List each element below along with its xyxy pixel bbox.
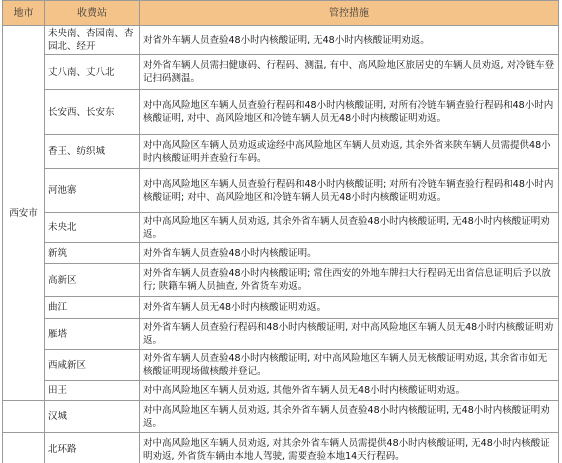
city-cell: 西安市 xyxy=(3,26,45,401)
table-row xyxy=(3,135,559,169)
station-cell: 北环路 xyxy=(45,433,140,463)
header-control-measures: 管控措施 xyxy=(140,1,559,26)
city-cell-empty xyxy=(3,401,45,433)
station-cell: 河池寨 xyxy=(45,169,140,213)
station-cell: 曲江 xyxy=(45,297,140,319)
header-toll-station: 收费站 xyxy=(45,1,140,26)
measure-cell: 对中高风险地区车辆人员查验行程码和48小时内核酸证明; 对所有冷链车辆查验行程码和48小时内核酸证明; 对中、高风险地区和冷链车辆人员无48小时内核酸证明劝返。 xyxy=(140,169,559,213)
station-cell: 西咸新区 xyxy=(45,350,140,381)
table-row xyxy=(3,169,559,213)
measure-cell: 对外省车辆人员无48小时内核酸证明劝返。 xyxy=(140,297,559,319)
measure-cell: 对中高风险地区车辆人员劝返, 对其余外省车辆人员需提供48小时内核酸证明, 无48小时内核酸证明劝返, 外省货车辆由本地人驾驶, 需要查验本地14天行程码。 xyxy=(140,433,559,463)
station-cell: 高新区 xyxy=(45,264,140,297)
station-cell: 未央南、杏园南、杏园北、经开 xyxy=(45,26,140,55)
station-cell: 新筑 xyxy=(45,243,140,264)
table-row xyxy=(3,319,559,350)
station-cell: 丈八南、丈八北 xyxy=(45,55,140,90)
measure-cell: 对中高风险地区车辆人员劝返, 其他外省车辆人员无48小时内核酸证明劝返。 xyxy=(140,381,559,401)
city-cell-empty xyxy=(3,433,45,463)
table-row xyxy=(3,213,559,243)
table-row xyxy=(3,243,559,264)
table-row xyxy=(3,264,559,297)
measure-cell: 对外省车辆人员需扫健康码、行程码、测温, 有中、高风险地区旅居史的车辆人员劝返, 对冷链车登记扫码测温。 xyxy=(140,55,559,90)
measure-cell: 对中高风险地区车辆人员劝返, 其余外省车辆人员查验48小时内核酸证明, 无48小时内核酸证明劝返。 xyxy=(140,213,559,243)
station-cell: 汉城 xyxy=(45,401,140,433)
table-header-row xyxy=(3,1,559,26)
table-row xyxy=(3,433,559,463)
table-row xyxy=(3,297,559,319)
header-city: 地市 xyxy=(3,1,45,26)
station-cell: 雁塔 xyxy=(45,319,140,350)
measure-cell: 对外省车辆人员查验行程码和48小时内核酸证明, 对中高风险地区车辆人员无48小时内核酸证明劝返。 xyxy=(140,319,559,350)
table-row xyxy=(3,350,559,381)
station-cell: 长安西、长安东 xyxy=(45,90,140,135)
control-measures-table xyxy=(2,0,559,463)
measure-cell: 对省外车辆人员查验48小时内核酸证明, 无48小时内核酸证明劝返。 xyxy=(140,26,559,55)
station-cell: 香王、纺织城 xyxy=(45,135,140,169)
measure-cell: 对中高风险区车辆人员劝返或途经中高风险地区车辆人员劝返, 其余外省来陕车辆人员需提供48小时内核酸证明并查验行车码。 xyxy=(140,135,559,169)
measure-cell: 对中高风险地区车辆人员劝返, 其余外省车辆人员查验48小时内核酸证明, 无48小时内核酸证明劝返。 xyxy=(140,401,559,433)
station-cell: 未央北 xyxy=(45,213,140,243)
table-row xyxy=(3,401,559,433)
measure-cell: 对中高风险地区车辆人员查验行程码和48小时内核酸证明, 对所有冷链车辆查验行程码和48小时内核酸证明, 对中、高风险地区和冷链车辆人员无48小时内核酸证明劝返。 xyxy=(140,90,559,135)
table-row xyxy=(3,381,559,401)
measure-cell: 对外省车辆人员查验48小时内核酸证明; 常住西安的外地车牌扫大行程码无出省信息证明后予以放行; 陕籍车辆人员抽查, 外省货车劝返。 xyxy=(140,264,559,297)
measure-cell: 对外省车辆人员查验48小时内核酸证明, 对中高风险地区车辆人员无核酸证明劝返, 其余省市如无核酸证明现场做核酸并登记。 xyxy=(140,350,559,381)
measure-cell: 对外省车辆人员查验48小时内核酸证明。 xyxy=(140,243,559,264)
station-cell: 田王 xyxy=(45,381,140,401)
table-row xyxy=(3,26,559,55)
table-row xyxy=(3,55,559,90)
table-row xyxy=(3,90,559,135)
